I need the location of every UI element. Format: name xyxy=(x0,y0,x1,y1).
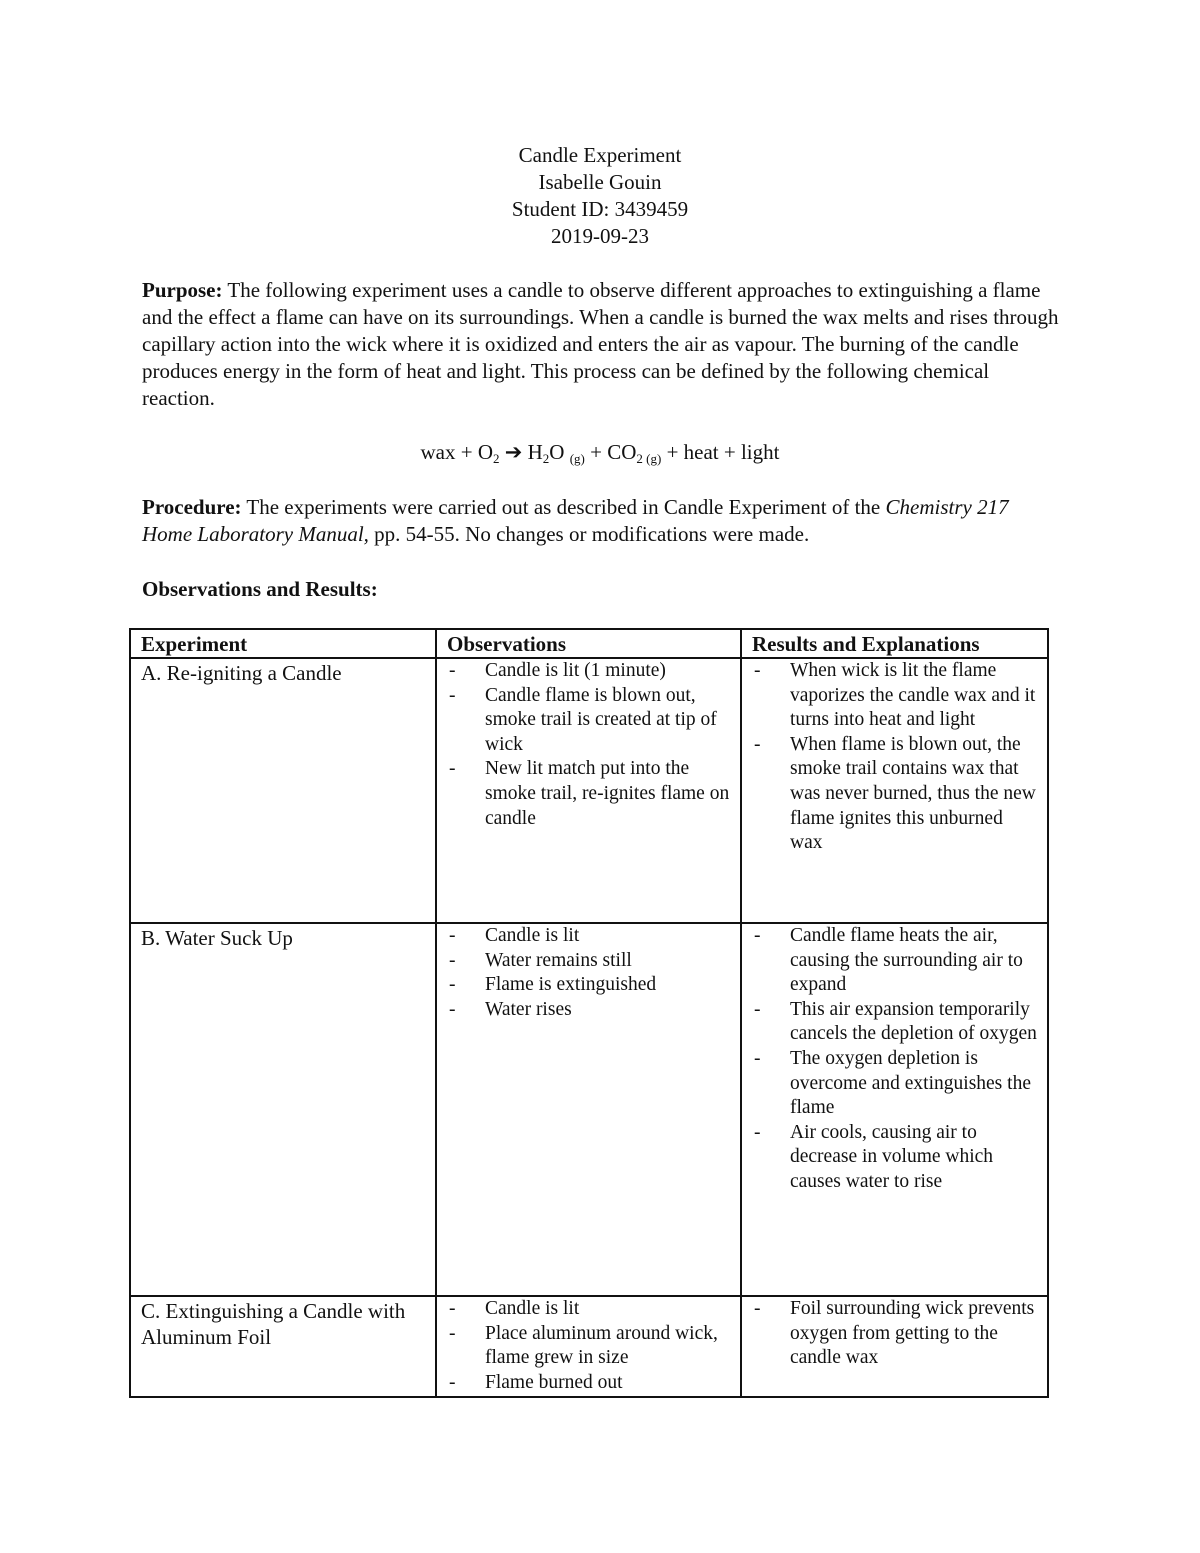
document-date: 2019-09-23 xyxy=(551,224,649,248)
list-item: - When flame is blown out, the smoke trail contains wax that was never burned, thus the new flame ignites this unburned wax xyxy=(790,733,1039,856)
observations-cell xyxy=(436,1296,741,1397)
procedure-text-end: pp. 54-55. No changes or modifications were made. xyxy=(368,522,810,546)
column-header-experiment: Experiment xyxy=(130,629,436,658)
equation-state: (g) xyxy=(642,451,662,466)
list-item: - Water rises xyxy=(485,998,732,1023)
list-item: - New lit match put into the smoke trail, re-ignites flame on candle xyxy=(485,757,732,831)
list-item: - Water remains still xyxy=(485,949,732,974)
equation-subscript: 2 xyxy=(542,451,550,466)
list-item: - Air cools, causing air to decrease in volume which causes water to rise xyxy=(790,1121,1039,1195)
author-name: Isabelle Gouin xyxy=(538,170,662,194)
equation-reactants: wax + O xyxy=(420,440,493,464)
list-item: - When wick is lit the flame vaporizes the candle wax and it turns into heat and light xyxy=(790,659,1039,733)
list-item: - Candle is lit (1 minute) xyxy=(485,659,732,684)
table-row xyxy=(130,658,1048,923)
observations-heading: Observations and Results: xyxy=(142,577,378,601)
student-id: Student ID: 3439459 xyxy=(511,197,689,221)
purpose-label: Purpose: xyxy=(142,278,223,302)
equation-product-co: + CO xyxy=(584,440,637,464)
experiment-cell: A. Re-igniting a Candle xyxy=(130,658,436,923)
equation-energy: + heat + light xyxy=(661,440,780,464)
list-item: - This air expansion temporarily cancels the depletion of oxygen xyxy=(790,998,1039,1047)
purpose-paragraph xyxy=(142,277,1062,412)
table-row xyxy=(130,1296,1048,1397)
list-item: - Flame burned out xyxy=(485,1371,732,1396)
list-item: - Flame is extinguished xyxy=(485,973,732,998)
list-item: - Foil surrounding wick prevents oxygen from getting to the candle wax xyxy=(790,1297,1039,1371)
table-row xyxy=(130,923,1048,1296)
list-item: - Place aluminum around wick, flame grew in size xyxy=(485,1322,732,1371)
list-item: - The oxygen depletion is overcome and extinguishes the flame xyxy=(790,1047,1039,1121)
results-cell xyxy=(741,658,1048,923)
observations-cell xyxy=(436,658,741,923)
procedure-paragraph xyxy=(142,494,1062,548)
equation-subscript: 2 xyxy=(493,451,500,466)
equation-state: (g) xyxy=(569,451,585,466)
document-header xyxy=(0,142,1200,250)
list-item: - Candle is lit xyxy=(485,1297,732,1322)
experiment-cell: C. Extinguishing a Candle with Aluminum Foil xyxy=(130,1296,436,1397)
list-item: - Candle flame is blown out, smoke trail is created at tip of wick xyxy=(485,684,732,758)
column-header-observations: Observations xyxy=(436,629,741,658)
experiment-cell: B. Water Suck Up xyxy=(130,923,436,1296)
document-title: Candle Experiment xyxy=(518,143,682,167)
procedure-label: Procedure: xyxy=(142,495,242,519)
column-header-results: Results and Explanations xyxy=(741,629,1048,658)
table-header-row xyxy=(130,629,1048,658)
list-item: - Candle is lit xyxy=(485,924,732,949)
results-cell xyxy=(741,1296,1048,1397)
equation-subscript: 2 xyxy=(636,451,643,466)
equation-product-h: H xyxy=(522,440,543,464)
purpose-text: The following experiment uses a candle to observe different approaches to extinguishing a flame and the effect a flame can have on its surroundings. When a candle is burned the wax melts and rises through capillary action into the wick where it is oxidized and enters the air as vapour. The burning of the candle produces energy in the form of heat and light. This process can be defined by the following chemical reaction. xyxy=(142,278,1059,410)
manual-title: Chemistry 217 Home Laboratory Manual, xyxy=(142,495,1009,546)
chemical-equation xyxy=(0,439,1200,466)
results-cell xyxy=(741,923,1048,1296)
observations-cell xyxy=(436,923,741,1296)
reaction-arrow-icon: ➔ xyxy=(504,440,523,464)
procedure-text: The experiments were carried out as described in Candle Experiment of the xyxy=(241,495,886,519)
results-table xyxy=(129,628,1049,1398)
list-item: - Candle flame heats the air, causing the surrounding air to expand xyxy=(790,924,1039,998)
equation-product-o: O xyxy=(549,440,570,464)
